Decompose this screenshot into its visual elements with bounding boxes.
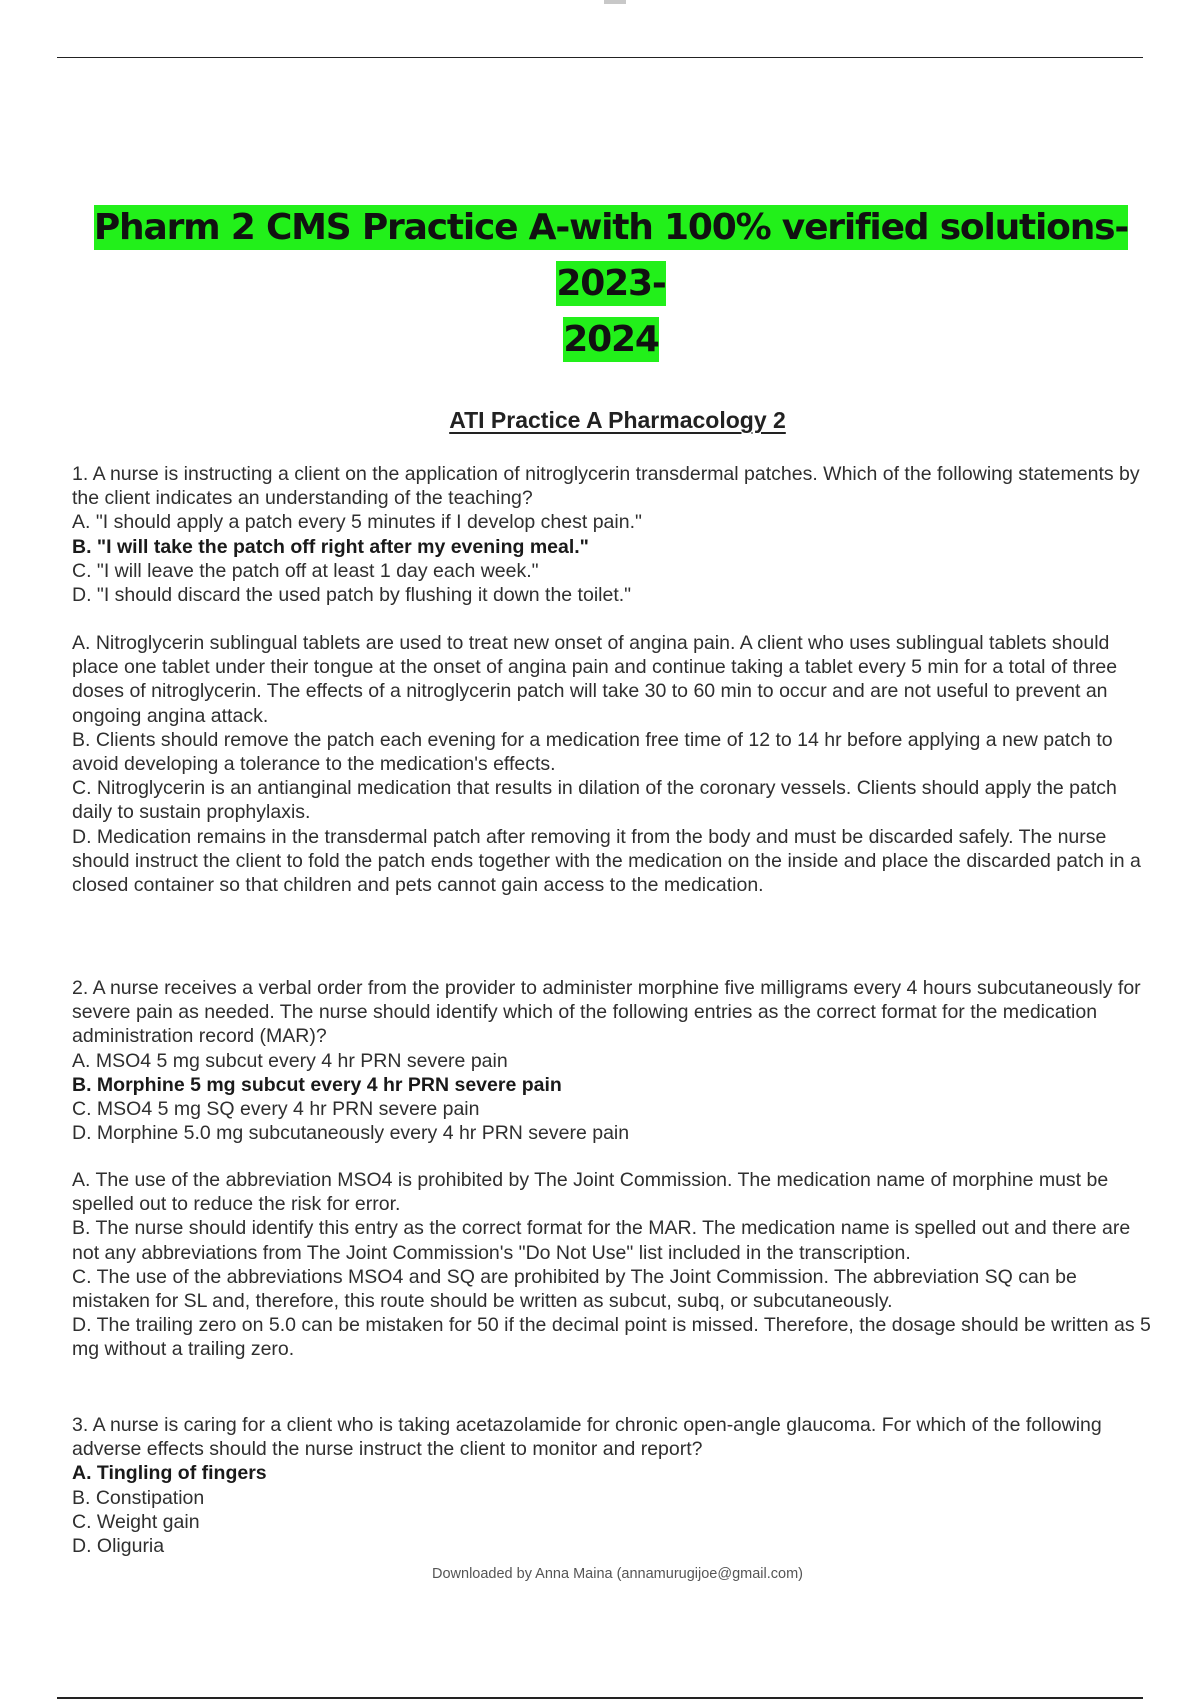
question-1 <box>72 462 1157 607</box>
option-b: B. Constipation <box>72 1486 205 1509</box>
option-d: D. Oliguria <box>72 1535 165 1558</box>
download-footer: Downloaded by Anna Maina (annamurugijoe@gmail.com) <box>432 1566 803 1582</box>
option-d: D. Morphine 5.0 mg subcutaneously every 4 hr PRN severe pain <box>72 1122 630 1145</box>
question-stem: 1. A nurse is instructing a client on the application of nitroglycerin transdermal patches. Which of the following statements by the client indicates an understanding of the teaching? <box>72 463 1140 510</box>
section-title <box>0 407 1200 434</box>
option-c: C. Weight gain <box>72 1510 200 1533</box>
option-a-correct: A. Tingling of fingers <box>72 1462 267 1485</box>
rationale-b: B. Clients should remove the patch each evening for a medication free time of 12 to 14 hr before applying a new patch to avoid developing a tolerance to the medication's effects. <box>72 728 1113 776</box>
rationale-a: A. The use of the abbreviation MSO4 is prohibited by The Joint Commission. The medication name of morphine must be spelled out to reduce the risk for error. <box>72 1169 1109 1216</box>
header-rule <box>57 57 1143 58</box>
rationale-c: C. Nitroglycerin is an antianginal medication that results in dilation of the coronary vessels. Clients should apply the patch daily to sustain prophylaxis. <box>72 777 1117 824</box>
question-1-rationales <box>72 631 1157 897</box>
option-d: D. "I should discard the used patch by flushing it down the toilet." <box>72 584 632 607</box>
question-2-rationales <box>72 1168 1157 1362</box>
question-2 <box>72 976 1157 1145</box>
section-title-text: ATI Practice A Pharmacology 2 <box>449 407 786 433</box>
rationale-d: D. The trailing zero on 5.0 can be mistaken for 50 if the decimal point is missed. Therefore, the dosage should be written as 5 mg without a trailing zero. <box>72 1314 1151 1361</box>
option-a: A. MSO4 5 mg subcut every 4 hr PRN severe pain <box>72 1049 508 1072</box>
question-3 <box>72 1413 1157 1558</box>
document-title <box>62 200 1160 368</box>
option-a: A. "I should apply a patch every 5 minutes if I develop chest pain." <box>72 511 642 534</box>
option-b-correct: B. "I will take the patch off right after my evening meal." <box>72 535 589 558</box>
page-top-mark <box>604 0 626 4</box>
question-stem: 2. A nurse receives a verbal order from the provider to administer morphine five milligrams every 4 hours subcutaneously for severe pain as needed. The nurse should identify which of the following entries as the correct format for the medication administration record (MAR)? <box>72 977 1141 1048</box>
option-c: C. MSO4 5 mg SQ every 4 hr PRN severe pain <box>72 1098 480 1121</box>
title-line-1: Pharm 2 CMS Practice A-with 100% verified solutions-2023- <box>93 207 1129 304</box>
rationale-d: D. Medication remains in the transdermal patch after removing it from the body and must be discarded safely. The nurse should instruct the client to fold the patch ends together with the medication on the inside and place the discarded patch in a closed container so that children and pets cannot gain access to the medication. <box>72 825 1141 897</box>
option-b-correct: B. Morphine 5 mg subcut every 4 hr PRN severe pain <box>72 1073 562 1096</box>
question-stem: 3. A nurse is caring for a client who is taking acetazolamide for chronic open-angle glaucoma. For which of the following adverse effects should the nurse instruct the client to monitor and report? <box>72 1414 1102 1461</box>
footer-rule <box>57 1697 1143 1699</box>
rationale-c: C. The use of the abbreviations MSO4 and SQ are prohibited by The Joint Commission. The abbreviation SQ can be mistaken for SL and, therefore, this route should be written as subcut, subq, or subcutaneously. <box>72 1265 1077 1313</box>
rationale-b: B. The nurse should identify this entry as the correct format for the MAR. The medication name is spelled out and there are not any abbreviations from The Joint Commission's "Do Not Use" list included in the transcription. <box>72 1217 1131 1264</box>
rationale-a: A. Nitroglycerin sublingual tablets are used to treat new onset of angina pain. A client who uses sublingual tablets should place one tablet under their tongue at the onset of angina pain and continue taking a tablet every 5 min for a total of three doses of nitroglycerin. The effects of a nitroglycerin patch will take 30 to 60 min to occur and are not useful to prevent an ongoing angina attack. <box>72 632 1118 727</box>
option-c: C. "I will leave the patch off at least 1 day each week." <box>72 559 539 582</box>
title-line-2: 2024 <box>563 319 659 360</box>
